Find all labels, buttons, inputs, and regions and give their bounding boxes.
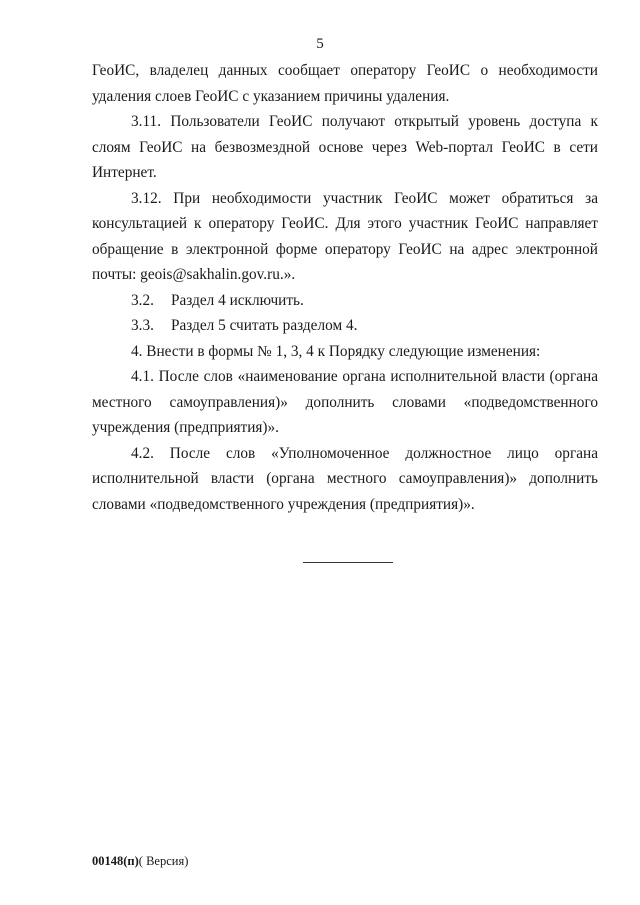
item-3-3-number: 3.3. [131, 317, 154, 334]
item-3-2-text: Раздел 4 исключить. [171, 291, 304, 309]
footer-code: 00148(п) [92, 854, 139, 868]
page-number: 5 [316, 36, 324, 52]
item-3-3-text: Раздел 5 считать разделом 4. [171, 317, 358, 334]
paragraph-3-12: 3.12. При необходимости участник ГеоИС может обратиться за консультацией к оператору ГеоИС. Для этого участник ГеоИС направляет обращение в электронной форме оператору ГеоИС на адрес электронной почты: geois@sakhalin.gov.ru.». [92, 189, 598, 283]
item-3-2-number: 3.2. [131, 291, 154, 309]
paragraph-4-1: 4.1. После слов «наименование органа исполнительной власти (органа местного самоуправления)» дополнить словами «подведомственного учреждения (предприятия)». [92, 368, 598, 436]
document-footer [92, 854, 188, 869]
document-body [92, 58, 598, 517]
end-divider [303, 562, 393, 563]
item-3-3 [92, 313, 598, 339]
paragraph-continuation: ГеоИС, владелец данных сообщает оператору ГеоИС о необходимости удаления слоев ГеоИС с указанием причины удаления. [92, 62, 598, 105]
item-3-2 [92, 288, 598, 314]
footer-version: ( Версия) [138, 854, 189, 868]
paragraph-4-2: 4.2. После слов «Уполномоченное должностное лицо органа исполнительной власти (органа местного самоуправления)» дополнить словами «подведомственного учреждения (предприятия)». [92, 444, 598, 513]
paragraph-4: 4. Внести в формы № 1, 3, 4 к Порядку следующие изменения: [131, 342, 541, 360]
paragraph-3-11: 3.11. Пользователи ГеоИС получают открытый уровень доступа к слоям ГеоИС на безвозмездной основе через Web-портал ГеоИС в сети Интернет. [92, 113, 598, 181]
